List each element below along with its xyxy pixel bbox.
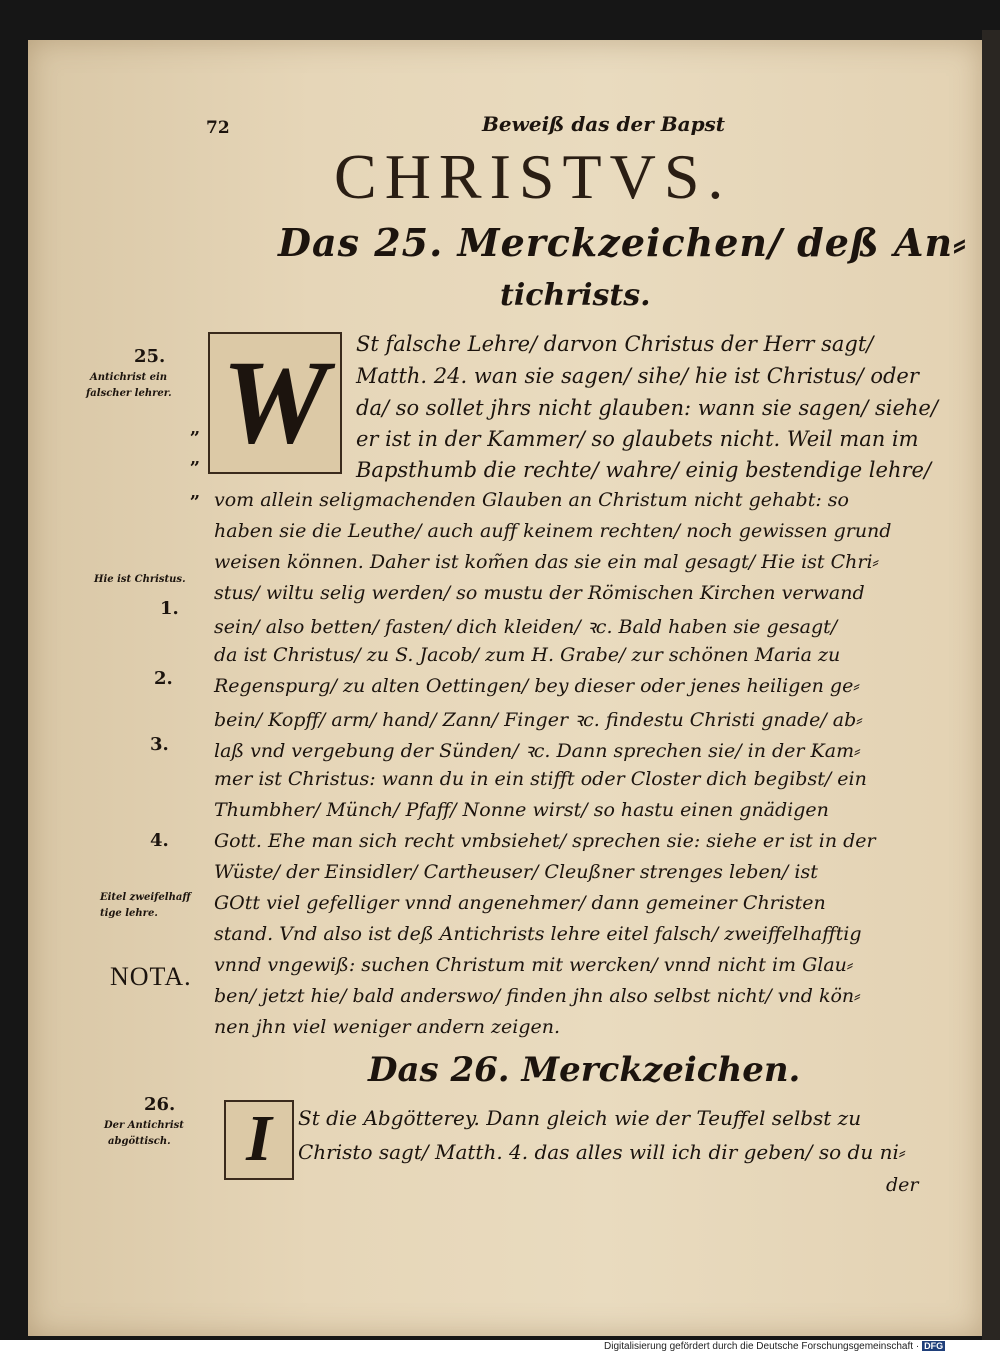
- section-25-heading-cont: tichrists.: [500, 278, 651, 313]
- decorated-initial-w: W: [208, 332, 342, 474]
- margin-note: Der Antichrist: [104, 1120, 184, 1131]
- text-line: GOtt viel gefelliger vnnd angenehmer/ dann gemeiner Christen: [214, 892, 826, 914]
- text-line: ben/ jetzt hie/ bald anderswo/ finden jhn also selbst nicht/ vnd kön⸗: [214, 985, 861, 1007]
- margin-note: Eitel zweifelhaff: [100, 892, 191, 903]
- text-line: vnnd vngewiß: suchen Christum mit wercken/ vnnd nicht im Glau⸗: [214, 954, 854, 976]
- text-line: da ist Christus/ zu S. Jacob/ zum H. Grabe/ zur schönen Maria zu: [214, 644, 841, 666]
- text-line: Gott. Ehe man sich recht vmbsiehet/ sprechen sie: siehe er ist in der: [214, 830, 876, 852]
- margin-number: 3.: [150, 734, 169, 755]
- margin-quote-mark: „: [190, 448, 201, 469]
- margin-number: 2.: [154, 668, 173, 689]
- text-line: Matth. 24. wan sie sagen/ sihe/ hie ist Christus/ oder: [356, 364, 919, 388]
- margin-note: Hie ist Christus.: [94, 574, 186, 585]
- section-26-heading: Das 26. Merckzeichen.: [368, 1050, 801, 1090]
- page-number: 72: [206, 118, 230, 138]
- text-line: bein/ Kopff/ arm/ hand/ Zann/ Finger ꝛc. findestu Christi gnade/ ab⸗: [214, 709, 863, 731]
- margin-quote-mark: „: [190, 482, 201, 503]
- catchword: der: [886, 1174, 919, 1196]
- margin-nota: NOTA.: [110, 962, 192, 991]
- text-line: da/ so sollet jhrs nicht glauben: wann sie sagen/ siehe/: [356, 396, 938, 420]
- text-line: Regenspurg/ zu alten Oettingen/ bey dieser oder jenes heiligen ge⸗: [214, 675, 860, 697]
- margin-note: abgöttisch.: [108, 1136, 171, 1147]
- dfg-logo: DFG: [924, 1341, 944, 1351]
- footer-credit: Digitalisierung gefördert durch die Deutsche Forschungsgemeinschaft · DFG: [604, 1341, 944, 1352]
- text-line: nen jhn viel weniger andern zeigen.: [214, 1016, 561, 1038]
- page-edge: [982, 30, 1000, 1340]
- margin-note: falscher lehrer.: [86, 388, 172, 399]
- margin-number: 26.: [144, 1094, 176, 1115]
- text-line: stand. Vnd also ist deß Antichrists lehre eitel falsch/ zweiffelhafftig: [214, 923, 862, 945]
- decorated-initial-i: I: [224, 1100, 294, 1180]
- text-line: weisen können. Daher ist kom̃en das sie ein mal gesagt/ Hie ist Chri⸗: [214, 551, 879, 573]
- text-line: mer ist Christus: wann du in ein stifft oder Closter dich begibst/ ein: [214, 768, 867, 790]
- text-line: er ist in der Kammer/ so glaubets nicht. Weil man im: [356, 427, 919, 451]
- big-title: CHRISTVS.: [334, 141, 732, 212]
- margin-number: 25.: [134, 346, 166, 367]
- text-line: Wüste/ der Einsidler/ Cartheuser/ Cleußner strenges leben/ ist: [214, 861, 818, 883]
- margin-number: 4.: [150, 830, 169, 851]
- text-line: vom allein seligmachenden Glauben an Christum nicht gehabt: so: [214, 489, 849, 511]
- text-line: laß vnd vergebung der Sünden/ ꝛc. Dann sprechen sie/ in der Kam⸗: [214, 740, 861, 762]
- text-line: haben sie die Leuthe/ auch auff keinem rechten/ noch gewissen grund: [214, 520, 892, 542]
- text-line: stus/ wiltu selig werden/ so mustu der Römischen Kirchen verwand: [214, 582, 865, 604]
- section-25-heading: Das 25. Merckzeichen/ deß An⸗: [278, 220, 967, 265]
- margin-number: 1.: [160, 598, 179, 619]
- margin-note: tige lehre.: [100, 908, 158, 919]
- text-line: St falsche Lehre/ darvon Christus der Herr sagt/: [356, 332, 874, 356]
- margin-note: Antichrist ein: [90, 372, 168, 383]
- footer-text: Digitalisierung gefördert durch die Deutsche Forschungsgemeinschaft: [604, 1341, 914, 1352]
- text-line: Bapsthumb die rechte/ wahre/ einig bestendige lehre/: [356, 458, 932, 482]
- margin-quote-mark: „: [190, 418, 201, 439]
- text-line: St die Abgötterey. Dann gleich wie der Teuffel selbst zu: [298, 1106, 862, 1130]
- text-line: Christo sagt/ Matth. 4. das alles will ich dir geben/ so du ni⸗: [298, 1140, 906, 1164]
- text-line: Thumbher/ Münch/ Pfaff/ Nonne wirst/ so hastu einen gnädigen: [214, 799, 829, 821]
- text-line: sein/ also betten/ fasten/ dich kleiden/ ꝛc. Bald haben sie gesagt/: [214, 616, 838, 638]
- running-title: Beweiß das der Bapst: [482, 112, 726, 136]
